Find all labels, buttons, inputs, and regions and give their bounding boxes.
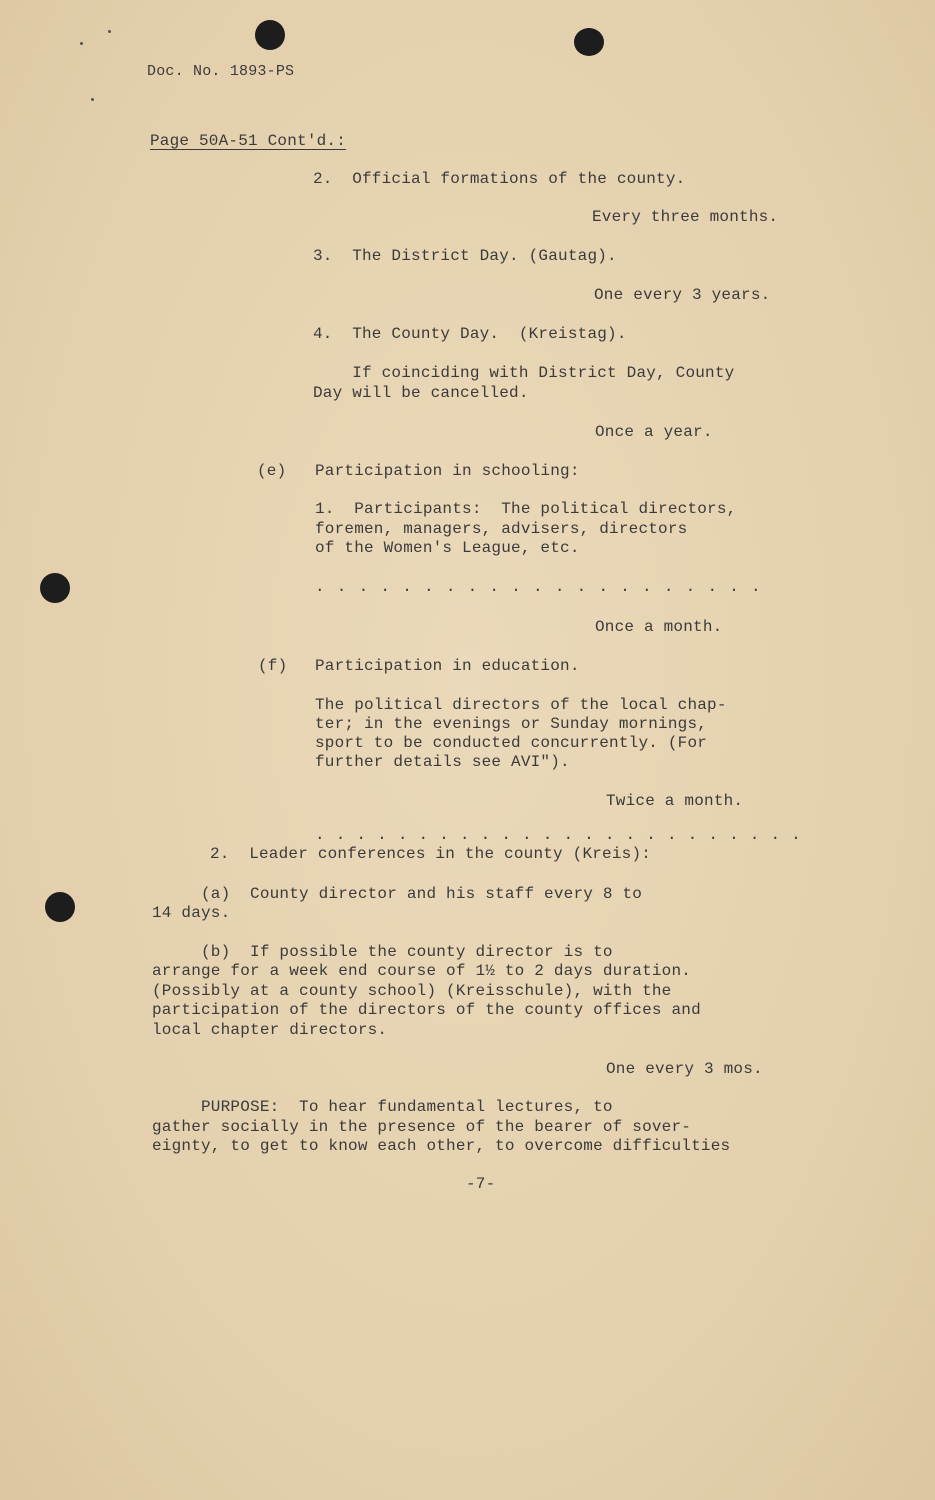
- section-2b-line-4: participation of the directors of the county offices and: [152, 1001, 701, 1019]
- participants-line-2: foremen, managers, advisers, directors: [315, 520, 688, 538]
- frequency-county-day: Once a year.: [595, 423, 713, 441]
- punch-hole-top-right: [574, 28, 604, 56]
- item-district-day: 3. The District Day. (Gautag).: [313, 247, 617, 265]
- education-line-4: further details see AVI").: [315, 753, 570, 771]
- section-2a-line-1: (a) County director and his staff every 8 to: [152, 885, 643, 903]
- punch-hole-left-lower: [45, 892, 75, 922]
- participants-line-1: 1. Participants: The political directors,: [315, 500, 737, 518]
- county-day-note-line-1: If coinciding with District Day, County: [313, 364, 735, 382]
- frequency-district-day: One every 3 years.: [594, 286, 771, 304]
- page-number: -7-: [466, 1175, 496, 1193]
- ellipsis-row-1: . . . . . . . . . . . . . . . . . . . . .: [315, 578, 762, 596]
- frequency-education: Twice a month.: [606, 792, 744, 810]
- participants-line-3: of the Women's League, etc.: [315, 539, 580, 557]
- punch-hole-top-left: [255, 20, 285, 50]
- item-county-day: 4. The County Day. (Kreistag).: [313, 325, 627, 343]
- section-2b-line-2: arrange for a week end course of 1½ to 2 days duration.: [152, 962, 692, 980]
- section-2-title: 2. Leader conferences in the county (Kreis):: [210, 845, 652, 863]
- section-2b-line-1: (b) If possible the county director is to: [152, 943, 613, 961]
- purpose-line-1: PURPOSE: To hear fundamental lectures, to: [152, 1098, 613, 1116]
- frequency-official-formations: Every three months.: [592, 208, 779, 226]
- punch-hole-left-middle: [40, 573, 70, 603]
- education-line-1: The political directors of the local chap-: [315, 696, 727, 714]
- paper-speck: [91, 98, 94, 101]
- document-number: Doc. No. 1893-PS: [147, 63, 295, 80]
- education-line-3: sport to be conducted concurrently. (For: [315, 734, 708, 752]
- section-2b-line-5: local chapter directors.: [152, 1021, 388, 1039]
- ellipsis-row-2: . . . . . . . . . . . . . . . . . . . . . . . .: [315, 826, 802, 844]
- schooling-title: Participation in schooling:: [315, 462, 580, 480]
- education-line-2: ter; in the evenings or Sunday mornings,: [315, 715, 708, 733]
- education-label: (f): [258, 657, 288, 675]
- schooling-label: (e): [257, 462, 287, 480]
- frequency-section-2b: One every 3 mos.: [606, 1060, 763, 1078]
- frequency-schooling: Once a month.: [595, 618, 723, 636]
- education-title: Participation in education.: [315, 657, 580, 675]
- page-heading: Page 50A-51 Cont'd.:: [150, 132, 347, 150]
- purpose-line-2: gather socially in the presence of the bearer of sover-: [152, 1118, 692, 1136]
- paper-speck: [108, 30, 111, 33]
- section-2a-line-2: 14 days.: [152, 904, 231, 922]
- paper-speck: [80, 42, 83, 45]
- section-2b-line-3: (Possibly at a county school) (Kreisschule), with the: [152, 982, 672, 1000]
- item-official-formations: 2. Official formations of the county.: [313, 170, 686, 188]
- purpose-line-3: eignty, to get to know each other, to overcome difficulties: [152, 1137, 731, 1155]
- county-day-note-line-2: Day will be cancelled.: [313, 384, 529, 402]
